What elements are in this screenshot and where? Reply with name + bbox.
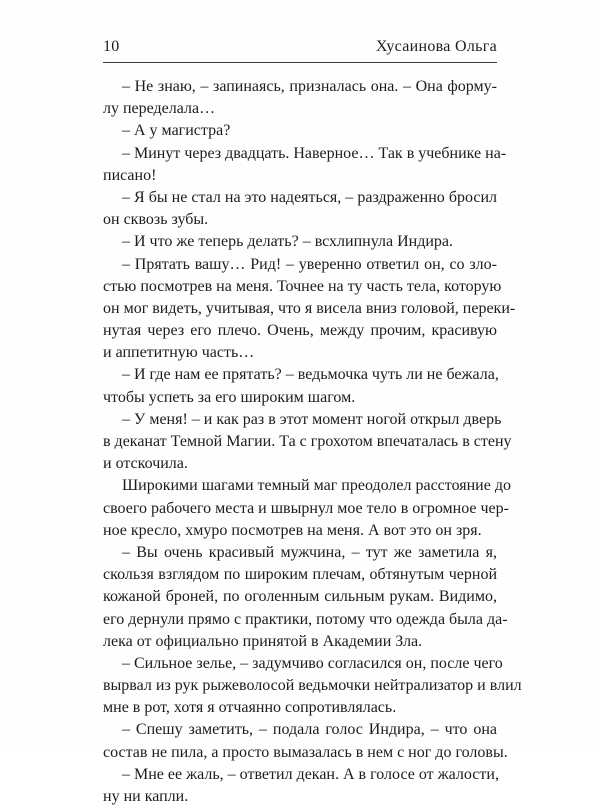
text-line: – А у магистра? xyxy=(122,122,231,140)
text-line: ное кресло, хмуро посмотрев на меня. А вот это он зря. xyxy=(103,521,482,539)
body-text xyxy=(103,76,522,808)
text-line: кожаной броней, по оголенным сильным рукам. Видимо, xyxy=(103,588,497,606)
text-line: в деканат Темной Магии. Та с грохотом впечаталась в стену xyxy=(103,433,512,450)
text-line: он мог видеть, учитывая, что я висела вниз головой, переки- xyxy=(103,299,516,317)
text-line: – Мне ее жаль, – ответил декан. А в голосе от жалости, xyxy=(122,765,499,783)
text-line: – Прятать вашу… Рид! – уверенно ответил он, со зло- xyxy=(122,255,497,273)
text-line: чтобы успеть за его широким шагом. xyxy=(103,388,356,406)
text-line: состав не пила, а просто вымазалась в нем с ног до головы. xyxy=(103,743,508,761)
text-line: – Я бы не стал на это надеяться, – раздраженно бросил xyxy=(122,188,497,206)
text-line: писано! xyxy=(103,166,157,184)
text-line: стью посмотрев на меня. Точнее на ту часть тела, которую xyxy=(103,277,502,295)
text-line: – И где нам ее прятать? – ведьмочка чуть ли не бежала, xyxy=(122,366,499,384)
text-line: – Вы очень красивый мужчина, – тут же заметила я, xyxy=(122,543,497,561)
text-line: скользя взглядом по широким плечам, обтянутым черной xyxy=(103,566,497,584)
text-line: – Спешу заметить, – подала голос Индира, – что она xyxy=(122,721,497,739)
text-line: мне в рот, хотя я отчаянно сопротивлялась. xyxy=(103,699,397,717)
text-line: вырвал из рук рыжеволосой ведьмочки нейтрализатор и влил xyxy=(103,677,522,695)
text-line: нутая через его плечо. Очень, между прочим, красивую xyxy=(103,322,497,340)
text-line: – У меня! – и как раз в этот момент ногой открыл дверь xyxy=(122,410,502,428)
text-line: ну ни капли. xyxy=(103,788,189,805)
text-line: своего рабочего места и швырнул мое тело в огромное чер- xyxy=(103,499,509,517)
text-line: – И что же теперь делать? – всхлипнула Индира. xyxy=(122,233,454,251)
text-line: его дернули прямо с практики, потому что одежда была да- xyxy=(103,610,508,628)
text-line: – Минут через двадцать. Наверное… Так в учебнике на- xyxy=(122,144,507,162)
running-title: Хусаинова Ольга xyxy=(375,38,497,55)
text-line: и аппетитную часть… xyxy=(103,344,255,362)
text-line: он сквозь зубы. xyxy=(103,211,209,229)
text-line: – Сильное зелье, – задумчиво согласился он, после чего xyxy=(122,654,503,672)
text-line: лу переделала… xyxy=(103,100,216,118)
text-line: лека от официально принятой в Академии Зла. xyxy=(103,632,423,650)
page-number: 10 xyxy=(103,38,120,55)
text-line: Широкими шагами темный маг преодолел расстояние до xyxy=(122,477,511,495)
text-line: – Не знаю, – запинаясь, призналась она. – Она форму- xyxy=(122,78,497,95)
header-rule xyxy=(103,62,497,63)
text-line: и отскочила. xyxy=(103,455,188,473)
page-header xyxy=(103,38,497,62)
